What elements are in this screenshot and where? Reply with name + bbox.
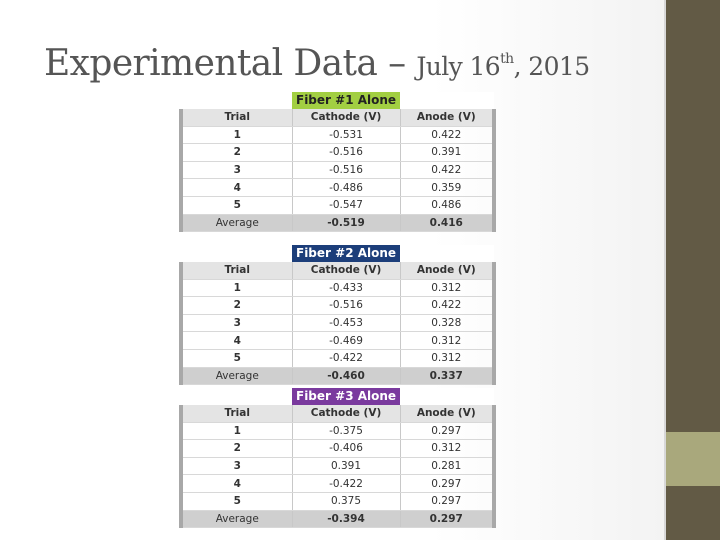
cathode-cell: 0.375 [292, 492, 400, 510]
trial-cell: 1 [181, 422, 292, 440]
table-title-row [181, 245, 494, 262]
column-header-trial: Trial [181, 262, 292, 279]
table-header-row [181, 109, 494, 126]
average-cathode: -0.519 [292, 214, 400, 232]
trial-cell: 4 [181, 332, 292, 350]
column-header-cathode: Cathode (V) [292, 262, 400, 279]
cathode-cell: -0.406 [292, 440, 400, 458]
cathode-cell: -0.516 [292, 297, 400, 315]
trial-cell: 1 [181, 126, 292, 144]
slide-title [44, 43, 590, 84]
table-row [181, 126, 494, 144]
average-anode: 0.337 [400, 367, 494, 385]
average-label: Average [181, 510, 292, 528]
average-anode: 0.297 [400, 510, 494, 528]
table-row [181, 422, 494, 440]
table-row [181, 457, 494, 475]
cathode-cell: -0.375 [292, 422, 400, 440]
table-row [181, 314, 494, 332]
anode-cell: 0.297 [400, 492, 494, 510]
table-row [181, 349, 494, 367]
table-row [181, 179, 494, 197]
table-row [181, 161, 494, 179]
table-row [181, 440, 494, 458]
anode-cell: 0.359 [400, 179, 494, 197]
fiber-table-1 [179, 92, 492, 238]
fiber-label: Fiber #1 Alone [292, 92, 400, 109]
fiber-label: Fiber #3 Alone [292, 388, 400, 405]
cathode-cell: -0.433 [292, 279, 400, 297]
anode-cell: 0.312 [400, 440, 494, 458]
title-main: Experimental Data – [44, 43, 417, 84]
trial-cell: 5 [181, 349, 292, 367]
fiber-label: Fiber #2 Alone [292, 245, 400, 262]
column-header-anode: Anode (V) [400, 109, 494, 126]
anode-cell: 0.422 [400, 161, 494, 179]
column-header-anode: Anode (V) [400, 262, 494, 279]
cathode-cell: -0.547 [292, 196, 400, 214]
anode-cell: 0.486 [400, 196, 494, 214]
trial-cell: 2 [181, 440, 292, 458]
title-date-sup: th [500, 51, 514, 67]
table-row [181, 475, 494, 493]
column-header-trial: Trial [181, 405, 292, 422]
table-title-row [181, 388, 494, 405]
average-cathode: -0.460 [292, 367, 400, 385]
data-tables [179, 92, 492, 529]
fiber-table-3 [179, 388, 492, 529]
trial-cell: 5 [181, 492, 292, 510]
trial-cell: 3 [181, 161, 292, 179]
average-row [181, 214, 494, 232]
cathode-cell: -0.516 [292, 144, 400, 162]
title-date-prefix: July 16 [416, 52, 501, 81]
cathode-cell: -0.422 [292, 475, 400, 493]
table-row [181, 297, 494, 315]
table-row [181, 492, 494, 510]
table-title-row [181, 92, 494, 109]
anode-cell: 0.422 [400, 126, 494, 144]
table-row [181, 196, 494, 214]
trial-cell: 1 [181, 279, 292, 297]
average-anode: 0.416 [400, 214, 494, 232]
cathode-cell: -0.469 [292, 332, 400, 350]
trial-cell: 3 [181, 314, 292, 332]
column-header-anode: Anode (V) [400, 405, 494, 422]
anode-cell: 0.312 [400, 349, 494, 367]
anode-cell: 0.281 [400, 457, 494, 475]
cathode-cell: -0.453 [292, 314, 400, 332]
table-row [181, 279, 494, 297]
anode-cell: 0.422 [400, 297, 494, 315]
cathode-cell: -0.531 [292, 126, 400, 144]
trial-cell: 4 [181, 179, 292, 197]
fiber-table-2 [179, 245, 492, 391]
average-row [181, 367, 494, 385]
title-date-suffix: , 2015 [513, 52, 590, 81]
anode-cell: 0.297 [400, 422, 494, 440]
anode-cell: 0.391 [400, 144, 494, 162]
column-header-cathode: Cathode (V) [292, 109, 400, 126]
average-row [181, 510, 494, 528]
trial-cell: 3 [181, 457, 292, 475]
average-label: Average [181, 367, 292, 385]
column-header-trial: Trial [181, 109, 292, 126]
average-cathode: -0.394 [292, 510, 400, 528]
average-label: Average [181, 214, 292, 232]
title-date [416, 52, 589, 81]
column-header-cathode: Cathode (V) [292, 405, 400, 422]
trial-cell: 2 [181, 297, 292, 315]
table-row [181, 144, 494, 162]
cathode-cell: -0.516 [292, 161, 400, 179]
accent-block [666, 432, 720, 486]
trial-cell: 2 [181, 144, 292, 162]
cathode-cell: -0.422 [292, 349, 400, 367]
cathode-cell: -0.486 [292, 179, 400, 197]
table-header-row [181, 262, 494, 279]
anode-cell: 0.297 [400, 475, 494, 493]
anode-cell: 0.328 [400, 314, 494, 332]
trial-cell: 5 [181, 196, 292, 214]
cathode-cell: 0.391 [292, 457, 400, 475]
table-row [181, 332, 494, 350]
table-header-row [181, 405, 494, 422]
anode-cell: 0.312 [400, 332, 494, 350]
anode-cell: 0.312 [400, 279, 494, 297]
trial-cell: 4 [181, 475, 292, 493]
